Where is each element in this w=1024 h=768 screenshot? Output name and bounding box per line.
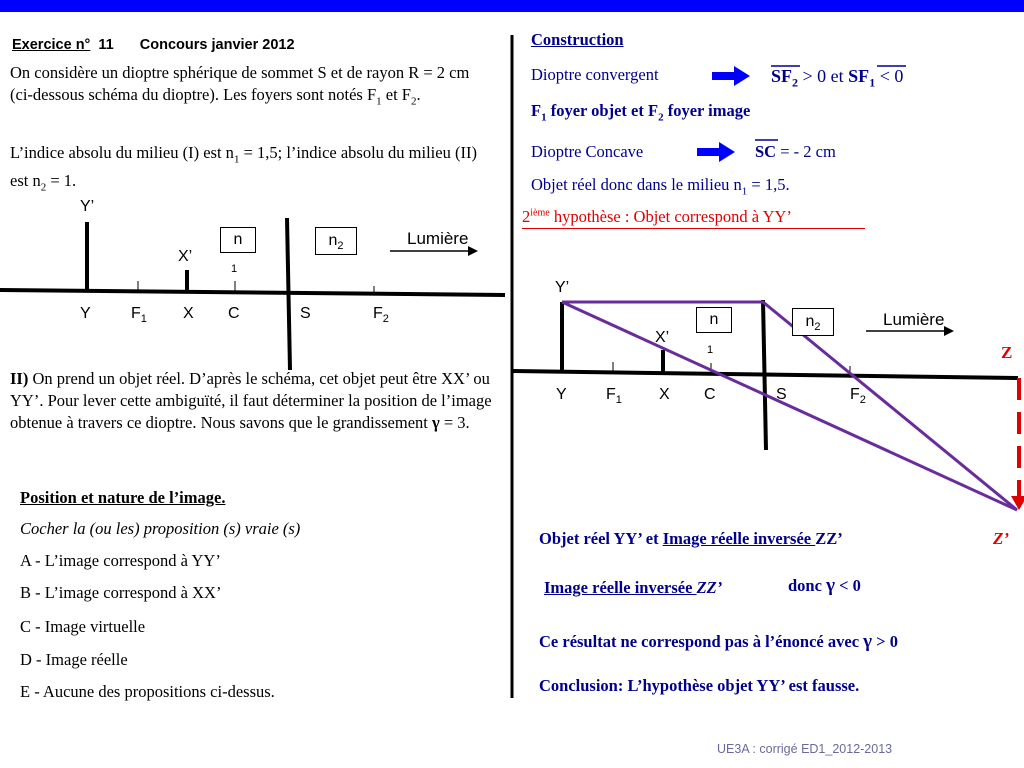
right-light-label: Lumière [883,310,945,329]
conclusion-line-2-gamma: donc γ < 0 [788,575,861,596]
sc-value: SC = - 2 cm [755,142,836,161]
convergent-arrow-head [734,66,750,86]
right-n2-box: $n_2$ [792,308,834,336]
right-n1-sub: 1 [707,344,714,356]
option-a[interactable]: A - L’image correspond à YY’ [20,551,221,570]
concave-arrow-head [719,142,735,162]
left-axis-f1: $F_1$ [131,305,147,326]
left-optical-axis [0,290,505,295]
left-axis-x: X [183,305,194,322]
convergent-condition: $SF_2 > 0$ et $SF_1 < 0$ [771,66,904,90]
convergent-label: Dioptre convergent [531,65,659,84]
convergent-arrow-shaft [712,72,736,80]
conclusion-line-2: Image réelle inversée ZZ’ [544,578,723,597]
left-axis-c: C [228,305,240,322]
left-n1-box: n [220,227,256,253]
left-n1-sub: 1 [231,263,238,275]
objet-reel-statement: Objet réel donc dans le milieu $n_1 = 1,5$. [531,175,790,198]
left-axis-s: S [300,305,311,322]
right-axis-x: X [659,386,670,403]
left-label-y-prime: Y’ [80,198,95,215]
part2-paragraph: II) On prend un objet réel. D’après le schéma, cet objet peut être XX’ ou YY’. Pour lever cette ambiguïté, il faut déterminer la position de l’image obtenue à travers ce dioptre. Nous savons que le grandissement γ = 3. [10,369,492,432]
foyers-definition: $F_1$ foyer objet et $F_2$ foyer image [531,101,751,124]
left-axis-y: Y [80,305,91,322]
right-dioptre [763,300,766,450]
hypothesis-underline [522,228,865,229]
left-dioptre [287,218,290,370]
left-label-x-prime: X’ [178,248,193,265]
left-light-arrowhead [468,246,478,256]
exercise-label: Exercice n° [12,37,91,53]
right-axis-c: C [704,386,716,403]
right-axis-f1: $F_1$ [606,386,622,407]
exam-title: Concours janvier 2012 [139,37,295,53]
option-b[interactable]: B - L’image correspond à XX’ [20,583,222,602]
option-e[interactable]: E - Aucune des propositions ci-dessus. [20,682,275,701]
right-light-arrowhead [944,326,954,336]
intro-paragraph-1: On considère un dioptre sphérique de sommet S et de rayon R = 2 cm (ci-dessous schéma du dioptre). Les foyers sont notés $F_1$ et $F_2$. [10,63,470,108]
concave-arrow-shaft [697,148,721,156]
label-z: Z [1001,343,1013,362]
right-n1-box: n [696,307,732,333]
conclusion-line-1: Objet réel YY’ et Image réelle inversée ZZ’ [539,529,843,548]
intro-paragraph-2: L’indice absolu du milieu (I) est $n_1 = 1,5$; l’indice absolu du milieu (II) est $n_2 = 1$. [10,143,477,194]
footer-text: UE3A : corrigé ED1_2012-2013 [717,742,893,756]
left-n2-box: $n_2$ [315,227,357,255]
right-label-y-prime: Y’ [555,279,570,296]
left-light-label: Lumière [407,229,469,248]
right-axis-y: Y [556,386,567,403]
concave-label: Dioptre Concave [531,142,644,161]
right-axis-f2: $F_2$ [850,386,866,407]
question-instruction: Cocher la (ou les) proposition (s) vraie (s) [20,519,301,538]
right-axis-s: S [776,386,787,403]
conclusion-line-3: Ce résultat ne correspond pas à l’énoncé avec γ > 0 [539,631,898,652]
conclusion-line-4: Conclusion: L’hypothèse objet YY’ est fausse. [539,676,860,695]
option-c[interactable]: C - Image virtuelle [20,617,146,636]
hypothesis-2: 2ième hypothèse : Objet correspond à YY’ [522,207,792,226]
label-z-prime: Z’ [993,529,1010,548]
right-label-x-prime: X’ [655,329,670,346]
left-axis-f2: $F_2$ [373,305,389,326]
option-d[interactable]: D - Image réelle [20,650,128,669]
question-title: Position et nature de l’image. [20,488,226,507]
construction-title: Construction [531,30,624,49]
exercise-number: 11 [98,37,114,53]
